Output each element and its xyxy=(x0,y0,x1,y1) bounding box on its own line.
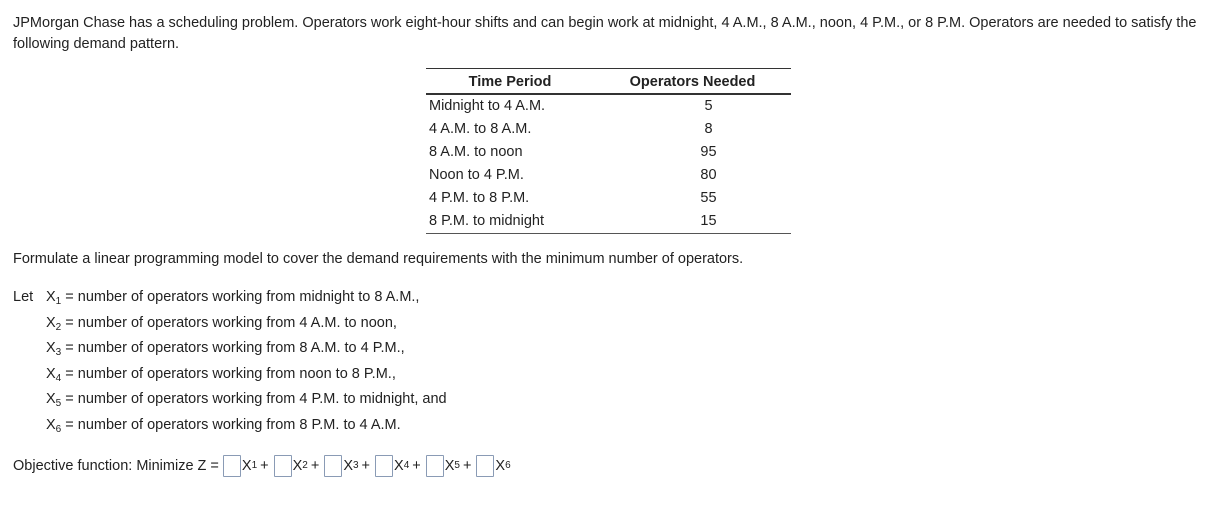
time-period-cell: 8 A.M. to noon xyxy=(429,144,523,160)
time-period-cell: Midnight to 4 A.M. xyxy=(429,98,546,114)
plus-sign: + xyxy=(412,458,421,474)
coefficient-input-x2[interactable] xyxy=(274,455,292,477)
plus-sign: + xyxy=(310,458,320,474)
operators-needed-cell: 80 xyxy=(700,167,717,183)
variable-subscript: 2 xyxy=(55,321,62,333)
variable-definition xyxy=(13,287,447,313)
plus-sign: + xyxy=(260,458,269,474)
demand-table xyxy=(426,68,791,234)
objective-function: Objective function: Minimize Z = X 1 + X 2 + X 3 + X 4 + X 5 + X 6 xyxy=(13,455,511,477)
term-variable: X xyxy=(495,458,506,474)
operators-needed-cell: 15 xyxy=(594,210,791,234)
instruction-text: Formulate a linear programming model to cover the demand requirements with the minimum number of operators. xyxy=(13,251,744,267)
variable-definition-text: = number of operators working from midnight to 8 A.M., xyxy=(61,289,420,305)
coefficient-input-x3[interactable] xyxy=(324,455,342,477)
variable-definition-text: = number of operators working from 4 A.M. to noon, xyxy=(61,314,397,331)
variable-subscript: 5 xyxy=(55,398,62,409)
operators-needed-cell: 95 xyxy=(700,144,717,160)
coefficient-input-x1[interactable] xyxy=(223,455,241,477)
variable-definition-text: = number of operators working from 4 P.M. to midnight, and xyxy=(61,391,447,407)
variable-name: X xyxy=(46,391,56,407)
variable-definition xyxy=(13,313,447,339)
term-variable: X xyxy=(241,458,252,474)
header-operators-needed: Operators Needed xyxy=(594,69,791,95)
variable-name: X xyxy=(46,416,56,433)
operators-needed-cell: 5 xyxy=(704,98,713,114)
time-period-cell: 8 P.M. to midnight xyxy=(426,210,594,234)
variable-definition-text: = number of operators working from 8 P.M. to 4 A.M. xyxy=(61,416,401,433)
variable-definition xyxy=(13,364,447,390)
let-label: Let xyxy=(13,289,34,305)
variable-definition-text: = number of operators working from 8 A.M. to 4 P.M., xyxy=(61,340,405,356)
variable-definition xyxy=(13,338,447,364)
coefficient-input-x4[interactable] xyxy=(375,455,393,477)
variable-name: X xyxy=(46,314,56,331)
variable-subscript: 3 xyxy=(55,347,62,358)
table-row xyxy=(426,141,791,164)
variable-subscript: 1 xyxy=(55,296,62,307)
header-time-period: Time Period xyxy=(426,69,594,95)
time-period-cell: Noon to 4 P.M. xyxy=(429,167,524,183)
term-variable: X xyxy=(394,458,404,474)
term-variable: X xyxy=(444,458,455,474)
table-header-row xyxy=(426,69,791,95)
variable-name: X xyxy=(46,289,56,305)
variable-subscript: 6 xyxy=(55,423,62,435)
operators-needed-cell: 8 xyxy=(704,121,713,137)
table-row xyxy=(426,118,791,141)
plus-sign: + xyxy=(361,458,371,474)
operators-needed-cell: 55 xyxy=(700,190,717,206)
variable-name: X xyxy=(46,340,56,356)
variable-name: X xyxy=(46,365,56,382)
time-period-cell: 4 P.M. to 8 P.M. xyxy=(429,190,530,206)
time-period-cell: 4 A.M. to 8 A.M. xyxy=(429,121,532,137)
variable-definition xyxy=(13,389,447,415)
variable-definitions xyxy=(13,287,447,440)
table-row xyxy=(426,164,791,187)
variable-definition-text: = number of operators working from noon to 8 P.M., xyxy=(61,365,396,382)
table-row xyxy=(426,94,791,118)
coefficient-input-x6[interactable] xyxy=(476,455,494,477)
variable-definition xyxy=(13,415,447,441)
objective-label: Objective function: Minimize Z = xyxy=(13,458,219,474)
variable-subscript: 4 xyxy=(55,372,62,384)
coefficient-input-x5[interactable] xyxy=(426,455,444,477)
table-row xyxy=(426,210,791,234)
problem-statement: JPMorgan Chase has a scheduling problem. Operators work eight-hour shifts and can begin work at midnight, 4 A.M., 8 A.M., noon, 4 P.M., or 8 P.M. Operators are needed to satisfy the following demand pattern. xyxy=(13,15,1197,52)
term-variable: X xyxy=(343,458,353,474)
term-variable: X xyxy=(292,458,303,474)
plus-sign: + xyxy=(462,458,472,474)
table-row xyxy=(426,187,791,210)
